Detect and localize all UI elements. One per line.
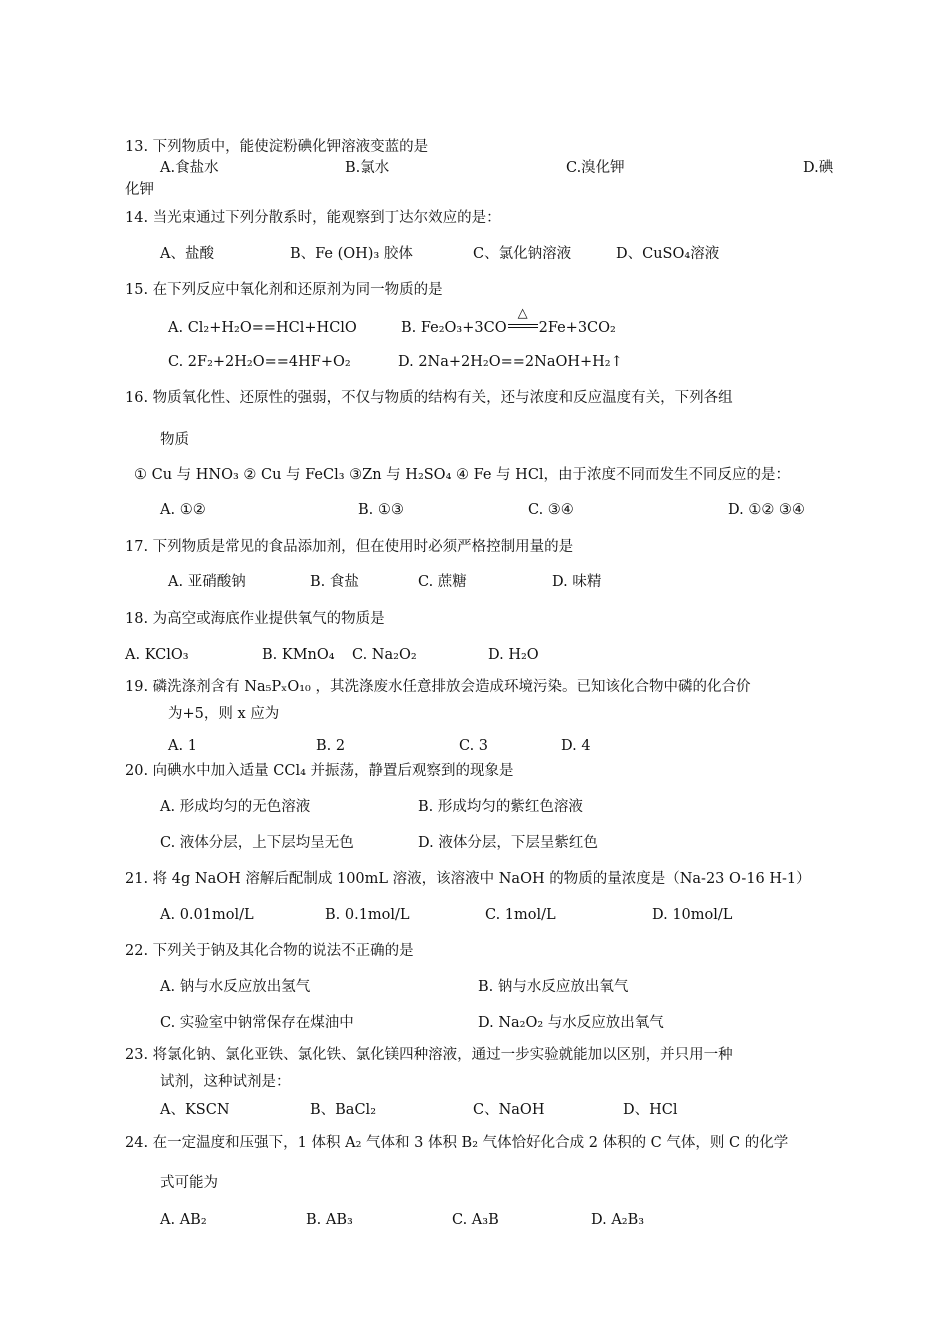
question-16-stem-list: ① Cu 与 HNO₃ ② Cu 与 FeCl₃ ③Zn 与 H₂SO₄ ④ Fe 与 HCl，由于浓度不同而发生不同反应的是：	[134, 467, 791, 483]
q14-option-a: A、盐酸	[160, 246, 214, 262]
question-17-stem: 17. 下列物质是常见的食品添加剂，但在使用时必须严格控制用量的是	[125, 539, 574, 555]
q22-option-c: C. 实验室中钠常保存在煤油中	[160, 1015, 354, 1031]
q14-option-d: D、CuSO₄溶液	[616, 246, 720, 262]
q24-option-c: C. A₃B	[452, 1212, 499, 1228]
q17-option-a: A. 亚硝酸钠	[168, 574, 246, 590]
q14-option-c: C、氯化钠溶液	[473, 246, 572, 262]
q15-option-d: D. 2Na+2H₂O==2NaOH+H₂↑	[398, 354, 623, 370]
q20-option-b: B. 形成均匀的紫红色溶液	[418, 799, 583, 815]
q21-option-d: D. 10mol/L	[652, 907, 733, 923]
question-19-stem-cont: 为+5，则 x 应为	[168, 706, 280, 722]
q19-option-c: C. 3	[459, 738, 489, 754]
q14-option-b: B、Fe (OH)₃ 胶体	[290, 246, 413, 262]
q15-option-b	[401, 306, 616, 338]
q22-option-a: A. 钠与水反应放出氢气	[160, 979, 311, 995]
q19-option-a: A. 1	[168, 738, 197, 754]
question-14-stem: 14. 当光束通过下列分散系时，能观察到丁达尔效应的是：	[125, 210, 501, 226]
q21-option-c: C. 1mol/L	[485, 907, 556, 923]
q16-option-a: A. ①②	[160, 502, 206, 518]
question-15-stem: 15. 在下列反应中氧化剂和还原剂为同一物质的是	[125, 282, 443, 298]
q20-option-c: C. 液体分层，上下层均呈无色	[160, 835, 354, 851]
question-18-stem: 18. 为高空或海底作业提供氧气的物质是	[125, 611, 385, 627]
q23-option-b: B、BaCl₂	[310, 1102, 377, 1118]
q13-option-d: D.碘	[803, 160, 834, 176]
q13-option-c: C.溴化钾	[566, 160, 625, 176]
question-23-stem: 23. 将氯化钠、氯化亚铁、氯化铁、氯化镁四种溶液，通过一步实验就能加以区别，并只用一种	[125, 1047, 733, 1063]
question-23-stem-cont: 试剂，这种试剂是：	[160, 1074, 291, 1090]
q16-option-d: D. ①② ③④	[728, 502, 805, 518]
q15-option-a: A. Cl₂+H₂O==HCl+HClO	[168, 320, 357, 336]
question-16-stem: 16. 物质氧化性、还原性的强弱，不仅与物质的结构有关，还与浓度和反应温度有关，下列各组	[125, 390, 733, 406]
question-19-stem: 19. 磷洗涤剂含有 Na₅PₓO₁₀ ，其洗涤废水任意排放会造成环境污染。已知该化合物中磷的化合价	[125, 679, 751, 695]
delta-icon: △	[517, 306, 528, 321]
q19-option-d: D. 4	[561, 738, 591, 754]
question-24-stem: 24. 在一定温度和压强下，1 体积 A₂ 气体和 3 体积 B₂ 气体恰好化合成 2 体积的 C 气体，则 C 的化学	[125, 1135, 789, 1151]
q18-option-b: B. KMnO₄	[262, 647, 335, 663]
q21-option-b: B. 0.1mol/L	[325, 907, 410, 923]
question-24-stem-cont: 式可能为	[160, 1175, 218, 1191]
q13-option-a: A.食盐水	[160, 160, 219, 176]
q20-option-d: D. 液体分层，下层呈紫红色	[418, 835, 598, 851]
q21-option-a: A. 0.01mol/L	[160, 907, 254, 923]
heating-condition	[507, 306, 539, 338]
q15-option-c: C. 2F₂+2H₂O==4HF+O₂	[168, 354, 351, 370]
q13-option-b: B.氯水	[345, 160, 390, 176]
q22-option-b: B. 钠与水反应放出氧气	[478, 979, 629, 995]
q24-option-b: B. AB₃	[306, 1212, 353, 1228]
q18-option-d: D. H₂O	[488, 647, 539, 663]
q23-option-d: D、HCl	[623, 1102, 678, 1118]
q17-option-c: C. 蔗糖	[418, 574, 467, 590]
q16-option-b: B. ①③	[358, 502, 404, 518]
q15-option-b-reactants: B. Fe₂O₃+3CO	[401, 320, 507, 336]
q18-option-c: C. Na₂O₂	[352, 647, 417, 663]
q19-option-b: B. 2	[316, 738, 346, 754]
question-21-stem: 21. 将 4g NaOH 溶解后配制成 100mL 溶液，该溶液中 NaOH 的物质的量浓度是（Na-23 O-16 H-1）	[125, 871, 811, 887]
question-13-stem-cont: 化钾	[125, 182, 154, 198]
q24-option-a: A. AB₂	[160, 1212, 207, 1228]
q16-option-c: C. ③④	[528, 502, 574, 518]
question-20-stem: 20. 向碘水中加入适量 CCl₄ 并振荡，静置后观察到的现象是	[125, 763, 514, 779]
question-22-stem: 22. 下列关于钠及其化合物的说法不正确的是	[125, 943, 414, 959]
q23-option-c: C、NaOH	[473, 1102, 545, 1118]
q20-option-a: A. 形成均匀的无色溶液	[160, 799, 311, 815]
question-13-stem: 13. 下列物质中，能使淀粉碘化钾溶液变蓝的是	[125, 139, 429, 155]
q22-option-d: D. Na₂O₂ 与水反应放出氧气	[478, 1015, 664, 1031]
question-16-stem-cont: 物质	[160, 432, 189, 448]
equals-sign-icon	[508, 324, 538, 328]
q15-option-b-products: 2Fe+3CO₂	[538, 320, 616, 336]
q17-option-d: D. 味精	[552, 574, 602, 590]
q24-option-d: D. A₂B₃	[591, 1212, 645, 1228]
q18-option-a: A. KClO₃	[125, 647, 189, 663]
q23-option-a: A、KSCN	[160, 1102, 230, 1118]
q17-option-b: B. 食盐	[310, 574, 359, 590]
